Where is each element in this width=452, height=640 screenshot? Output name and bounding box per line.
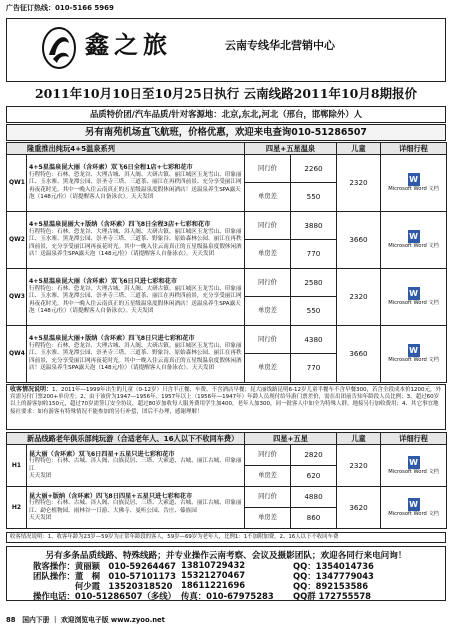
route-code: QW4 — [7, 326, 27, 383]
doc-label: Microsoft Word 文档 — [388, 186, 439, 193]
table1-header-price: 四星+五星温泉 — [245, 143, 337, 155]
main-title: 2011年10月10日至10月25日执行 云南线路2011年10月8期报价 — [34, 86, 418, 101]
word-document-icon: W — [409, 346, 418, 356]
route-title: 昆大丽（含环索）双飞6日四星+五星只进七彩和花市 — [29, 450, 175, 458]
contact-line-left: 团队操作：董 桐 010-57101173 — [33, 571, 176, 581]
route-code: QW2 — [7, 212, 27, 269]
doc-label: Microsoft Word 文档 — [388, 468, 439, 475]
word-document-icon: W — [409, 175, 418, 185]
brand-subtitle: 云南专线华北营销中心 — [225, 39, 335, 52]
word-document-icon: W — [409, 232, 418, 242]
route-schedule: 天天发团 — [29, 514, 52, 521]
doc-label: Microsoft Word 文档 — [388, 510, 439, 517]
route-desc-cell — [27, 212, 245, 269]
single-value: 860 — [291, 508, 337, 529]
single-label: 单房差 — [245, 183, 291, 212]
contact-line-left: 操作电话：010-51286507（多线） — [33, 591, 176, 601]
route-desc: 行程特色：石林、恐龙谷、大理古城、洱人阁、大研古镇、丽江城区玉龙雪山、印象丽江、玉水寨、黑龙潭公园、崇圣寺三塔、三道茶、丽江在再秩四前景，充分享受丽江网再夜花时光。其中一晚入住云南真正的五星级温泉度假休闲酒店！送温泉养生SPA露天泡（148元/位）（请提醒客人自备泳衣）。天天发团 — [29, 285, 242, 315]
route-desc-cell — [27, 155, 245, 212]
route-desc-cell — [27, 445, 245, 487]
single-label: 单房差 — [245, 508, 291, 529]
child-price: 3660 — [337, 212, 381, 269]
child-price: 2320 — [337, 269, 381, 326]
notes-label: 收客情况说明： — [10, 386, 53, 393]
route-title: 昆大丽+版纳（含环索）四飞8日四星+五星只进七彩和花市 — [29, 492, 193, 500]
route-desc: 行程特色：石林、古城、洱人阁、白族民居、三塔、大索道、古城、丽江古城、印象丽江 — [29, 458, 242, 472]
age-note: 收客情况说明：1、收客年龄为23岁—59岁为正常年龄段的客人，59岁—69岁为老年人，比例1：1不加附加费，2、16人以下不收同车费 — [6, 532, 446, 543]
route-title: 4+5星温泉昆大丽（含环索）双飞6日全程1店+七彩和花市 — [29, 164, 193, 172]
quality-line: 品质特价团/汽车品质/针对客源地：北京,东北,河北（邢台，邯郸除外）人 — [6, 106, 446, 123]
route-schedule: 天天发团 — [29, 472, 52, 479]
table2-header-series: 新品线路老年俱乐部纯玩游（合适老年人、16人以下不收同车费） — [7, 433, 245, 445]
price-label: 同行价 — [245, 326, 291, 354]
route-title: 4+5星温泉昆大丽（含环索）双飞6日只进七彩和花市 — [29, 278, 178, 286]
word-document-icon: W — [409, 457, 418, 467]
page-footer: 88 国内下册 ｜ 欢迎浏览电子版 www.zyoo.net — [6, 616, 165, 624]
single-label: 单房差 — [245, 466, 291, 487]
price-value: 2580 — [291, 269, 337, 297]
doc-label: Microsoft Word 文档 — [388, 357, 439, 364]
word-document-icon: W — [409, 499, 418, 509]
price-value: 3880 — [291, 212, 337, 240]
contact-line-mobile: 13810729432 — [181, 560, 246, 570]
route-desc: 行程特色：石林、古城、洱人阁、白族民居、三塔、大索道、古城、丽江古城、印象丽江、勐仑植物园、雨林谷一日游、大佛寺、曼听公园、告庄、傣族园 — [29, 500, 242, 514]
table2-header-itinerary: 详细行程 — [381, 433, 447, 445]
child-price: 3620 — [337, 487, 381, 529]
word-document-icon: W — [409, 289, 418, 299]
single-label: 单房差 — [245, 240, 291, 269]
itinerary-doc-link[interactable] — [381, 445, 447, 487]
contact-line-fax: 传真：010-67975283 — [181, 591, 274, 601]
contact-line-mobile: 15321270467 — [181, 570, 246, 580]
route-desc-cell — [27, 487, 245, 529]
contact-line-mobile: 18611221696 — [181, 580, 246, 590]
table1-header-child: 儿童 — [337, 143, 381, 155]
price-value: 2260 — [291, 155, 337, 183]
route-code: QW3 — [7, 269, 27, 326]
route-code: QW1 — [7, 155, 27, 212]
price-label: 同行价 — [245, 155, 291, 183]
child-price: 2320 — [337, 155, 381, 212]
price-label: 同行价 — [245, 269, 291, 297]
single-value: 770 — [291, 354, 337, 383]
route-desc: 行程特色：石林、恐龙谷、大理古城、洱人阁、大研古镇、丽江城区玉龙雪山、印象丽江、玉水寨、黑龙潭公园、崇圣寺三塔、三道茶、野象谷、原始森林公园、丽江在再秩四前景，充分享受丽江网再夜花时光。其中一晚入住云南真正的五星级温泉度假休闲酒店！送温泉养生SPA露天泡（148元/位）（请提醒客人自备泳衣）。天天发团 — [29, 342, 242, 372]
price-label: 同行价 — [245, 445, 291, 466]
route-desc: 行程特色：石林、恐龙谷、大理古城、洱人阁、大研古镇、丽江城区玉龙雪山、印象丽江、玉水寨、黑龙潭公园、崇圣寺三塔、三道茶、野象谷、原始森林公园、丽江在再秩四前景，充分享受丽江网再夜花时光。其中一晚入住云南真正的五星级温泉度假休闲酒店！送温泉养生SPA露天泡（148元/位）（请提醒客人自备泳衣）。天天发团 — [29, 228, 242, 258]
route-desc-cell — [27, 269, 245, 326]
single-value: 550 — [291, 297, 337, 326]
contact-line-qq: QQ：1354014736 — [293, 561, 374, 571]
itinerary-doc-link[interactable] — [381, 212, 447, 269]
child-price: 3660 — [337, 326, 381, 383]
single-value: 550 — [291, 183, 337, 212]
single-value: 770 — [291, 240, 337, 269]
price-value: 4880 — [291, 487, 337, 508]
hot-spring-table — [6, 142, 447, 383]
itinerary-doc-link[interactable] — [381, 326, 447, 383]
notes-box — [6, 384, 446, 430]
route-code: H1 — [7, 445, 27, 487]
contact-headline: 另有多条品质线路、特殊线路；并专业操作云南考察、会议及摄影团队；欢迎各同行来电问询！ — [45, 551, 407, 561]
contact-line-qq-group: QQ群 172755578 — [293, 591, 371, 601]
single-value: 620 — [291, 466, 337, 487]
contact-line-left: 散客操作：黄丽颖 010-59264467 — [33, 561, 176, 571]
table1-header-itinerary: 详细行程 — [381, 143, 447, 155]
senior-club-table — [6, 432, 447, 529]
phoenix-logo-icon — [39, 25, 79, 71]
doc-label: Microsoft Word 文档 — [388, 300, 439, 307]
contact-line-qq: QQ：1347779043 — [293, 571, 374, 581]
doc-label: Microsoft Word 文档 — [388, 243, 439, 250]
price-label: 同行价 — [245, 487, 291, 508]
route-desc: 行程特色：石林、恐龙谷、大理古城、洱人阁、大研古镇、丽江城区玉龙雪山、印象丽江、玉水寨、黑龙潭公园、崇圣寺三塔、三道茶、丽江在再秩四前景、充分享受丽江网再夜花时光。其中一晚入住云南真正的五星级温泉度假休闲酒店！送温泉养生SPA露天泡（148元/位）（请提醒客人自备泳衣）。天天发团 — [29, 171, 242, 201]
route-code: H2 — [7, 487, 27, 529]
route-title: 4+5星温泉昆大丽+版纳（含环索）四飞8日只进七彩和花市 — [29, 335, 195, 343]
price-value: 2820 — [291, 445, 337, 466]
notes-text: 1、2011年—1999年出生的儿童（0-12岁）只含半正餐、车费、不含酒店早餐；昆大丽线路昆明6-12岁儿童半餐车不含早餐300，若含全段成本价1200元，外宾需另付门票200+单房差；2、由于该价为1947—1956年、1957年以上（1956年—1947年）年龄人员现付给导游门票差价，需在出团前告知年龄段人员比例；3、超过60岁以上的游客加收150元，超过70岁需签订安全协议，超过80岁加收每人服务费用学生加400，老年人加300，同一批客人中如全为特殊人群，地接另行加收费用；4、其它事宜地接社要求：如有游客有特殊情况不能参加的另行补偿，团后不办理，感谢理解！ — [10, 387, 441, 415]
price-value: 4380 — [291, 326, 337, 354]
table1-header-series: 隆重推出纯玩4+5温泉系列 — [7, 143, 245, 155]
itinerary-doc-link[interactable] — [381, 155, 447, 212]
table2-header-price: 四星+五星 — [245, 433, 337, 445]
single-label: 单房差 — [245, 297, 291, 326]
table2-header-child: 儿童 — [337, 433, 381, 445]
single-label: 单房差 — [245, 354, 291, 383]
itinerary-doc-link[interactable] — [381, 269, 447, 326]
ad-hotline: 广告征订热线：010-5166 5969 — [6, 4, 114, 12]
route-title: 4+5星温泉昆丽大+版纳（含环索）四飞8日全程3店+七彩和花市 — [29, 221, 211, 229]
contact-line-qq: QQ：892153586 — [293, 581, 369, 591]
contact-line-left: 何少霞 13520318520 — [33, 581, 173, 591]
price-label: 同行价 — [245, 212, 291, 240]
header-box — [6, 18, 446, 82]
itinerary-doc-link[interactable] — [381, 487, 447, 529]
flight-line: 另有南苑机场直飞航班，价格优惠，欢迎来电查询010-51286507 — [6, 124, 446, 141]
contact-box — [6, 546, 446, 601]
brand-name: 鑫之旅 — [85, 30, 172, 59]
child-price: 2320 — [337, 445, 381, 487]
route-desc-cell — [27, 326, 245, 383]
